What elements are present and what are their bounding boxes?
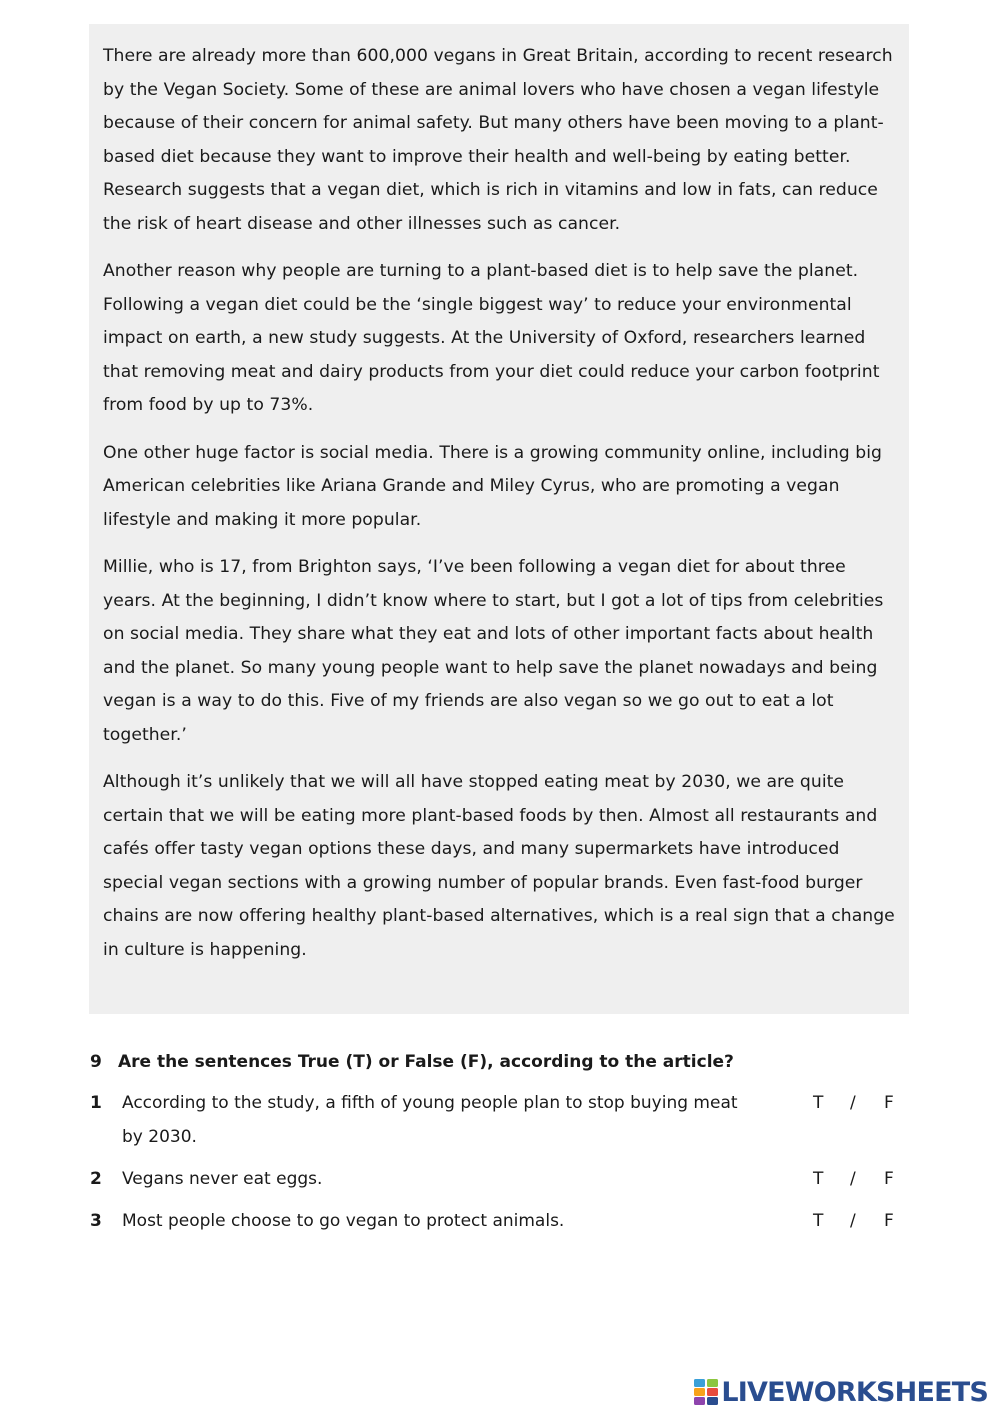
article-paragraph-2: Another reason why people are turning to a plant-based diet is to help save the planet. Following a vegan diet could be the ‘single biggest way’ to reduce your environmental impact on earth, a new study suggests. At the University of Oxford, researchers learned that removing meat and dairy products from your diet could reduce your carbon footprint from food by up to 73%. <box>103 261 880 415</box>
article-paragraph-4: Millie, who is 17, from Brighton says, ‘I’ve been following a vegan diet for about three years. At the beginning, I didn’t know where to start, but I got a lot of tips from celebrities on social media. They share what they eat and lots of other important facts about health and the planet. So many young people want to help save the planet nowadays and being vegan is a way to do this. Five of my friends are also vegan so we go out to eat a lot together.’ <box>103 557 884 745</box>
false-option-3[interactable]: F <box>884 1211 894 1231</box>
tf-separator: / <box>850 1211 856 1231</box>
article-paragraph-3: One other huge factor is social media. There is a growing community online, including big American celebrities like Ariana Grande and Miley Cyrus, who are promoting a vegan lifestyle and making it more popular. <box>103 442 883 530</box>
question-text: Vegans never eat eggs. <box>122 1169 323 1189</box>
question-number: 1 <box>90 1093 102 1113</box>
article-paragraph-5: Although it’s unlikely that we will all have stopped eating meat by 2030, we are quite certain that we will be eating more plant-based foods by then. Almost all restaurants and cafés offer tasty vegan options these days, and many supermarkets have introduced special vegan sections with a growing number of popular brands. Even fast-food burger chains are now offering healthy plant-based alternatives, which is a real sign that a change in culture is happening. <box>103 772 895 960</box>
true-option-2[interactable]: T <box>813 1169 824 1189</box>
question-text: According to the study, a fifth of young people plan to stop buying meat by 2030. <box>122 1093 738 1147</box>
liveworksheets-logo[interactable] <box>694 1375 988 1409</box>
question-number: 2 <box>90 1169 102 1189</box>
article-paragraph-1: There are already more than 600,000 vegans in Great Britain, according to recent research by the Vegan Society. Some of these are animal lovers who have chosen a vegan lifestyle because of their concern for animal safety. But many others have been moving to a plant-based diet because they want to improve their health and well-being by eating better. Research suggests that a vegan diet, which is rich in vitamins and low in fats, can reduce the risk of heart disease and other illnesses such as cancer. <box>103 46 893 234</box>
logo-text: LIVEWORKSHEETS <box>721 1376 988 1408</box>
question-number: 3 <box>90 1211 102 1231</box>
false-option-1[interactable]: F <box>884 1093 894 1113</box>
true-option-1[interactable]: T <box>813 1093 824 1113</box>
article-box <box>89 24 909 1014</box>
question-text: Most people choose to go vegan to protect animals. <box>122 1211 565 1231</box>
tf-separator: / <box>850 1169 856 1189</box>
exercise-number: 9 <box>90 1052 102 1072</box>
tf-separator: / <box>850 1093 856 1113</box>
liveworksheets-logo-icon <box>694 1379 718 1405</box>
true-option-3[interactable]: T <box>813 1211 824 1231</box>
exercise-instruction: Are the sentences True (T) or False (F), according to the article? <box>118 1052 734 1072</box>
false-option-2[interactable]: F <box>884 1169 894 1189</box>
exercise-header <box>90 1047 734 1077</box>
